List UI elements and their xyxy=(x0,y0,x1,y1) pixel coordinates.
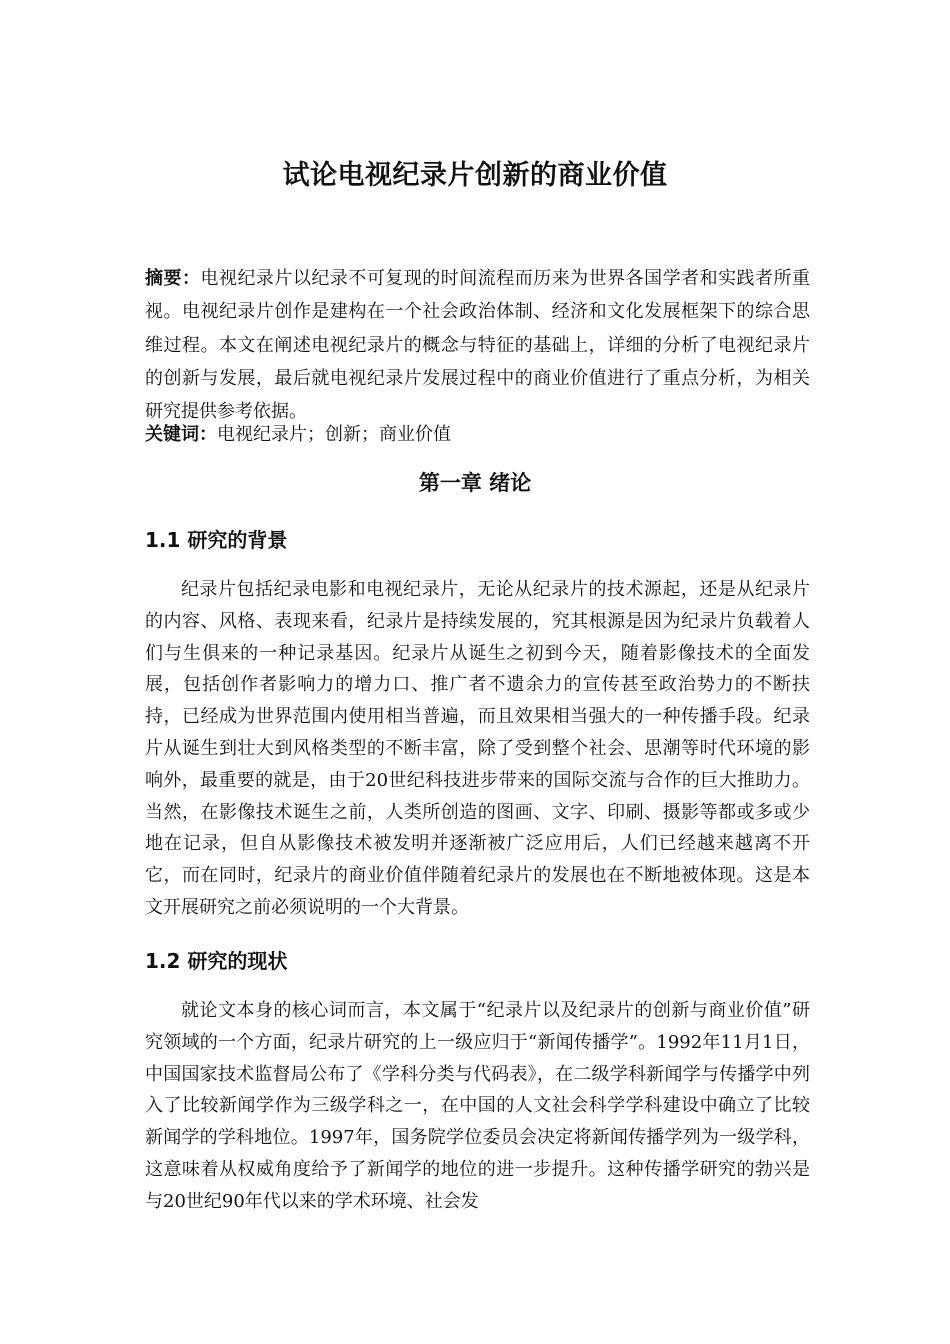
abstract-text: 电视纪录片以纪录不可复现的时间流程而历来为世界各国学者和实践者所重视。电视纪录片创作是建构在一个社会政治体制、经济和文化发展框架下的综合思维过程。本文在阐述电视纪录片的概念与特征的基础上，详细的分析了电视纪录片的创新与发展，最后就电视纪录片发展过程中的商业价值进行了重点分析，为相关研究提供参考依据。 xyxy=(145,268,811,423)
section-paragraph-status: 就论文本身的核心词而言，本文属于“纪录片以及纪录片的创新与商业价值”研究领域的一个方面，纪录片研究的上一级应归于“新闻传播学”。1992年11月1日，中国国家技术监督局公布了《学科分类与代码表》，在二级学科新闻学与传播学中列入了比较新闻学作为三级学科之一，在中国的人文社会科学学科建设中确立了比较新闻学的学科地位。1997年，国务院学位委员会决定将新闻传播学列为一级学科，这意味着从权威角度给予了新闻学的地位的进一步提升。这种传播学研究的勃兴是与20世纪90年代以来的学术环境、社会发 xyxy=(145,1000,810,1212)
chapter-title: 第一章 绪论 xyxy=(418,471,532,495)
section-heading-background: 1.1 研究的背景 xyxy=(145,528,288,552)
paper-title: 试论电视纪录片创新的商业价值 xyxy=(282,160,668,191)
keywords-label: 关键词： xyxy=(145,424,217,445)
keywords xyxy=(145,420,810,450)
keywords-text: 电视纪录片；创新；商业价值 xyxy=(217,424,451,445)
section-paragraph-background: 纪录片包括纪录电影和电视纪录片，无论从纪录片的技术源起，还是从纪录片的内容、风格、表现来看，纪录片是持续发展的，究其根源是因为纪录片负载着人们与生俱来的一种记录基因。纪录片从诞生之初到今天，随着影像技术的全面发展，包括创作者影响力的增力口、推广者不遗余力的宣传甚至政治势力的不断扶持，已经成为世界范围内使用相当普遍，而且效果相当强大的一种传播手段。纪录片从诞生到壮大到风格类型的不断丰富，除了受到整个社会、思潮等时代环境的影响外，最重要的就是，由于20世纪科技进步带来的国际交流与合作的巨大推助力。当然，在影像技术诞生之前，人类所创造的图画、文字、印刷、摄影等都或多或少地在记录，但自从影像技术被发明并逐渐被广泛应用后，人们已经越来越离不开它，而在同时，纪录片的商业价值伴随着纪录片的发展也在不断地被体现。这是本文开展研究之前必须说明的一个大背景。 xyxy=(145,579,810,918)
section-heading-status: 1.2 研究的现状 xyxy=(145,949,288,973)
abstract xyxy=(145,262,810,428)
abstract-label: 摘要： xyxy=(145,268,201,289)
